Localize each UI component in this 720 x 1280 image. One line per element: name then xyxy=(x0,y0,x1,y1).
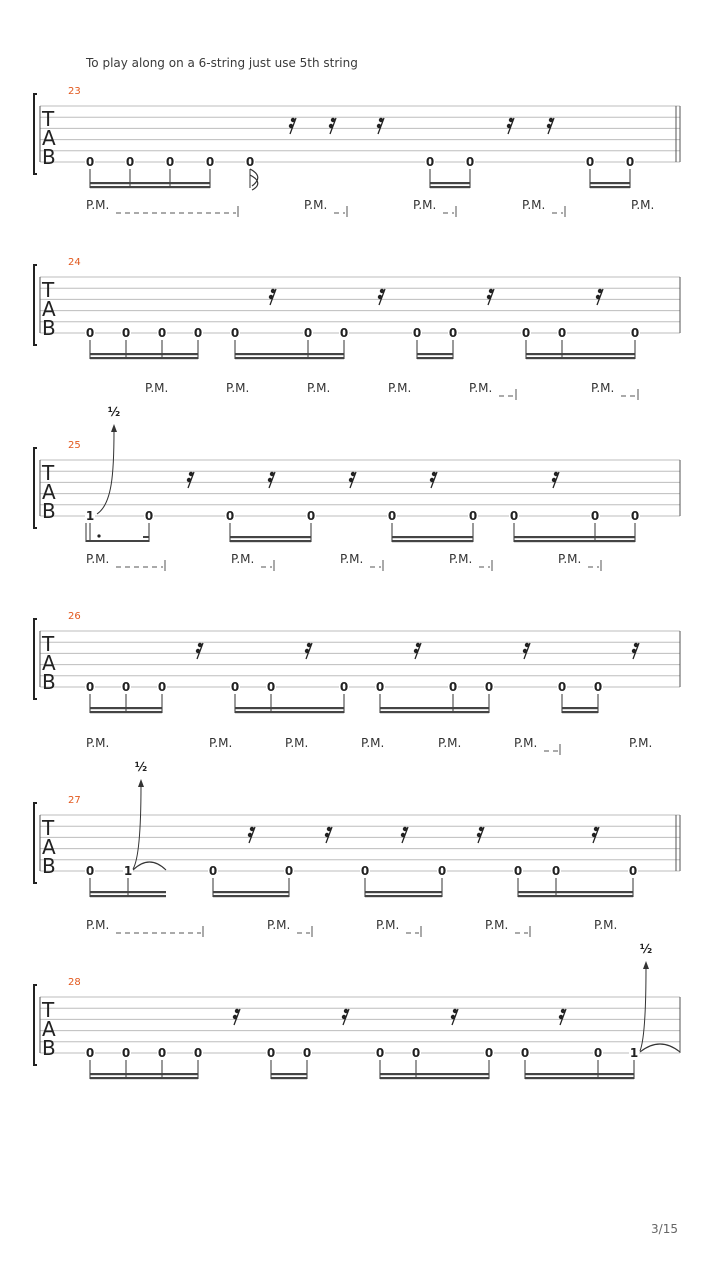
palm-mute-label: P.M. xyxy=(631,198,655,212)
system-bracket xyxy=(34,619,37,699)
fret-number: 0 xyxy=(193,1046,203,1060)
measure-number: 23 xyxy=(68,86,81,97)
fret-number: 0 xyxy=(437,864,447,878)
note-beam xyxy=(525,1077,634,1079)
palm-mute-label: P.M. xyxy=(558,552,582,566)
system-bracket xyxy=(34,94,37,174)
fret-number: 1 xyxy=(123,864,133,878)
note-beam xyxy=(514,540,635,542)
note-beam xyxy=(514,536,635,538)
bend-arrowhead xyxy=(138,779,144,787)
palm-mute-label: P.M. xyxy=(86,736,110,750)
fret-number: 0 xyxy=(165,155,175,169)
measure-number: 27 xyxy=(68,795,81,806)
fret-number: 0 xyxy=(557,326,567,340)
tab-clef-letter: T xyxy=(42,632,55,656)
rest-dot xyxy=(632,649,636,653)
palm-mute-label: P.M. xyxy=(285,736,309,750)
note-beam xyxy=(417,353,453,355)
note-beam xyxy=(380,1073,489,1075)
note-beam xyxy=(590,186,630,188)
tab-clef-letter: B xyxy=(42,145,56,169)
fret-number: 0 xyxy=(520,1046,530,1060)
rest-dot xyxy=(344,1009,348,1013)
fret-number: 0 xyxy=(628,864,638,878)
palm-mute-label: P.M. xyxy=(594,918,618,932)
note-beam xyxy=(526,353,635,355)
fret-number: 0 xyxy=(630,326,640,340)
fret-number: 0 xyxy=(157,326,167,340)
note-beam xyxy=(526,357,635,359)
tab-clef-letter: A xyxy=(42,651,56,675)
rest-dot xyxy=(487,295,491,299)
rest-dot xyxy=(289,124,293,128)
measure-number: 26 xyxy=(68,611,81,622)
rest-dot xyxy=(549,118,553,122)
rest-dot xyxy=(189,472,193,476)
rest-dot xyxy=(477,833,481,837)
palm-mute-label: P.M. xyxy=(226,381,250,395)
rest-dot xyxy=(233,1015,237,1019)
rest-dot xyxy=(507,124,511,128)
fret-number: 0 xyxy=(230,680,240,694)
tab-clef-letter: A xyxy=(42,835,56,859)
note-beam xyxy=(90,895,166,897)
rest-dot xyxy=(248,833,252,837)
palm-mute-label: P.M. xyxy=(438,736,462,750)
system-bracket xyxy=(34,265,37,345)
fret-number: 0 xyxy=(484,680,494,694)
note-beam xyxy=(86,540,149,542)
rest-dot xyxy=(187,478,191,482)
fret-number: 0 xyxy=(375,1046,385,1060)
fret-number: 0 xyxy=(360,864,370,878)
palm-mute-label: P.M. xyxy=(209,736,233,750)
rest-dot xyxy=(598,289,602,293)
note-beam xyxy=(230,540,311,542)
bend-curve xyxy=(133,785,141,869)
note-beam xyxy=(235,707,344,709)
note-beam-partial xyxy=(143,536,149,538)
note-beam xyxy=(213,895,289,897)
rest-dot xyxy=(525,643,529,647)
fret-number: 0 xyxy=(85,680,95,694)
palm-mute-label: P.M. xyxy=(86,918,110,932)
note-beam xyxy=(90,353,198,355)
rest-dot xyxy=(325,833,329,837)
fret-number: 0 xyxy=(593,680,603,694)
palm-mute-label: P.M. xyxy=(145,381,169,395)
palm-mute-label: P.M. xyxy=(86,198,110,212)
note-beam xyxy=(430,182,470,184)
note-beam xyxy=(380,1077,489,1079)
palm-mute-label: P.M. xyxy=(469,381,493,395)
rest-dot xyxy=(331,118,335,122)
measure-number: 24 xyxy=(68,257,81,268)
measure-number: 28 xyxy=(68,977,81,988)
note-beam xyxy=(392,536,473,538)
rest-dot xyxy=(351,472,355,476)
rest-dot xyxy=(416,643,420,647)
fret-number: 0 xyxy=(411,1046,421,1060)
fret-number: 0 xyxy=(85,1046,95,1060)
tab-clef-letter: B xyxy=(42,499,56,523)
measure-number: 25 xyxy=(68,440,81,451)
note-beam xyxy=(230,536,311,538)
fret-number: 0 xyxy=(85,155,95,169)
fret-number: 0 xyxy=(85,864,95,878)
note-beam xyxy=(380,711,489,713)
palm-mute-label: P.M. xyxy=(231,552,255,566)
note-beam xyxy=(380,707,489,709)
note-beam xyxy=(365,895,442,897)
fret-number: 0 xyxy=(230,326,240,340)
fret-number: 0 xyxy=(205,155,215,169)
fret-number: 0 xyxy=(121,680,131,694)
note-beam xyxy=(90,357,198,359)
palm-mute-label: P.M. xyxy=(449,552,473,566)
fret-number: 0 xyxy=(208,864,218,878)
fret-number: 0 xyxy=(266,680,276,694)
note-beam xyxy=(271,1077,307,1079)
note-beam xyxy=(90,707,162,709)
fret-number: 0 xyxy=(121,326,131,340)
system-bracket xyxy=(34,803,37,883)
bend-amount: ½ xyxy=(107,405,121,419)
fret-number: 0 xyxy=(306,509,316,523)
note-beam xyxy=(235,357,344,359)
rest-dot xyxy=(479,827,483,831)
note-beam xyxy=(90,891,166,893)
palm-mute-label: P.M. xyxy=(86,552,110,566)
fret-number: 0 xyxy=(412,326,422,340)
palm-mute-label: P.M. xyxy=(591,381,615,395)
rest-dot xyxy=(592,833,596,837)
palm-mute-label: P.M. xyxy=(485,918,509,932)
note-beam xyxy=(235,711,344,713)
fret-number: 0 xyxy=(521,326,531,340)
fret-number: 0 xyxy=(513,864,523,878)
fret-number: 0 xyxy=(551,864,561,878)
rest-dot xyxy=(403,827,407,831)
fret-number: 0 xyxy=(630,509,640,523)
bend-curve xyxy=(640,967,646,1051)
fret-number: 0 xyxy=(509,509,519,523)
tie-arc xyxy=(640,1044,680,1052)
rest-dot xyxy=(559,1015,563,1019)
palm-mute-label: P.M. xyxy=(307,381,331,395)
note-beam xyxy=(392,540,473,542)
rest-dot xyxy=(547,124,551,128)
note-flag xyxy=(250,175,258,190)
fret-number: 0 xyxy=(245,155,255,169)
rest-dot xyxy=(453,1009,457,1013)
fret-number: 0 xyxy=(157,680,167,694)
note-beam xyxy=(518,895,633,897)
tab-clef-letter: T xyxy=(42,107,55,131)
palm-mute-label: P.M. xyxy=(629,736,653,750)
rest-dot xyxy=(198,643,202,647)
rest-dot xyxy=(378,295,382,299)
tab-clef-letter: A xyxy=(42,480,56,504)
tab-clef-letter: B xyxy=(42,1036,56,1060)
arrangement-note: To play along on a 6-string just use 5th string xyxy=(86,56,358,70)
rest-dot xyxy=(561,1009,565,1013)
fret-number: 0 xyxy=(557,680,567,694)
dot xyxy=(97,534,100,537)
rest-dot xyxy=(291,118,295,122)
bend-amount: ½ xyxy=(134,760,148,774)
fret-number: 0 xyxy=(465,155,475,169)
tab-clef-letter: A xyxy=(42,1017,56,1041)
rest-dot xyxy=(552,478,556,482)
palm-mute-label: P.M. xyxy=(340,552,364,566)
tie-arc xyxy=(133,862,166,870)
palm-mute-label: P.M. xyxy=(388,381,412,395)
rest-dot xyxy=(451,1015,455,1019)
fret-number: 0 xyxy=(590,509,600,523)
rest-dot xyxy=(307,643,311,647)
fret-number: 1 xyxy=(85,509,95,523)
fret-number: 0 xyxy=(448,326,458,340)
rest-dot xyxy=(634,643,638,647)
fret-number: 0 xyxy=(339,326,349,340)
palm-mute-label: P.M. xyxy=(304,198,328,212)
palm-mute-label: P.M. xyxy=(361,736,385,750)
note-beam xyxy=(90,186,210,188)
note-beam xyxy=(90,182,210,184)
note-beam xyxy=(213,891,289,893)
rest-dot xyxy=(401,833,405,837)
tab-clef-letter: A xyxy=(42,297,56,321)
fret-number: 0 xyxy=(303,326,313,340)
rest-dot xyxy=(596,295,600,299)
bend-amount: ½ xyxy=(639,942,653,956)
rest-dot xyxy=(342,1015,346,1019)
rest-dot xyxy=(594,827,598,831)
fret-number: 0 xyxy=(85,326,95,340)
rest-dot xyxy=(380,289,384,293)
palm-mute-label: P.M. xyxy=(514,736,538,750)
fret-number: 0 xyxy=(144,509,154,523)
bend-arrowhead xyxy=(111,424,117,432)
note-beam xyxy=(90,711,162,713)
rest-dot xyxy=(430,478,434,482)
note-beam xyxy=(518,891,633,893)
rest-dot xyxy=(305,649,309,653)
fret-number: 1 xyxy=(629,1046,639,1060)
fret-number: 0 xyxy=(468,509,478,523)
note-beam xyxy=(235,353,344,355)
fret-number: 0 xyxy=(625,155,635,169)
rest-dot xyxy=(489,289,493,293)
bend-curve xyxy=(97,430,114,514)
page-number: 3/15 xyxy=(651,1222,678,1236)
system-bracket xyxy=(34,448,37,528)
rest-dot xyxy=(268,478,272,482)
fret-number: 0 xyxy=(425,155,435,169)
tab-clef-letter: T xyxy=(42,998,55,1022)
fret-number: 0 xyxy=(266,1046,276,1060)
note-beam xyxy=(525,1073,634,1075)
rest-dot xyxy=(196,649,200,653)
fret-number: 0 xyxy=(375,680,385,694)
fret-number: 0 xyxy=(585,155,595,169)
rest-dot xyxy=(271,289,275,293)
fret-number: 0 xyxy=(387,509,397,523)
note-beam xyxy=(417,357,453,359)
note-beam xyxy=(90,1073,198,1075)
tab-clef-letter: T xyxy=(42,278,55,302)
rest-dot xyxy=(523,649,527,653)
rest-dot xyxy=(235,1009,239,1013)
note-beam xyxy=(90,1077,198,1079)
fret-number: 0 xyxy=(448,680,458,694)
bend-arrowhead xyxy=(643,961,649,969)
rest-dot xyxy=(250,827,254,831)
note-beam xyxy=(271,1073,307,1075)
palm-mute-label: P.M. xyxy=(413,198,437,212)
fret-number: 0 xyxy=(302,1046,312,1060)
rest-dot xyxy=(509,118,513,122)
rest-dot xyxy=(327,827,331,831)
note-beam xyxy=(562,707,598,709)
fret-number: 0 xyxy=(121,1046,131,1060)
tab-clef-letter: T xyxy=(42,461,55,485)
note-beam xyxy=(562,711,598,713)
fret-number: 0 xyxy=(284,864,294,878)
rest-dot xyxy=(329,124,333,128)
fret-number: 0 xyxy=(484,1046,494,1060)
tab-clef-letter: A xyxy=(42,126,56,150)
system-bracket xyxy=(34,985,37,1065)
rest-dot xyxy=(270,472,274,476)
rest-dot xyxy=(554,472,558,476)
rest-dot xyxy=(432,472,436,476)
rest-dot xyxy=(349,478,353,482)
fret-number: 0 xyxy=(157,1046,167,1060)
note-beam xyxy=(590,182,630,184)
tab-clef-letter: B xyxy=(42,316,56,340)
tab-clef-letter: B xyxy=(42,854,56,878)
rest-dot xyxy=(269,295,273,299)
rest-dot xyxy=(379,118,383,122)
fret-number: 0 xyxy=(339,680,349,694)
note-beam xyxy=(430,186,470,188)
note-beam xyxy=(365,891,442,893)
rest-dot xyxy=(377,124,381,128)
palm-mute-label: P.M. xyxy=(376,918,400,932)
fret-number: 0 xyxy=(193,326,203,340)
palm-mute-label: P.M. xyxy=(522,198,546,212)
tab-clef-letter: T xyxy=(42,816,55,840)
fret-number: 0 xyxy=(225,509,235,523)
rest-dot xyxy=(414,649,418,653)
tab-clef-letter: B xyxy=(42,670,56,694)
palm-mute-label: P.M. xyxy=(267,918,291,932)
fret-number: 0 xyxy=(593,1046,603,1060)
fret-number: 0 xyxy=(125,155,135,169)
